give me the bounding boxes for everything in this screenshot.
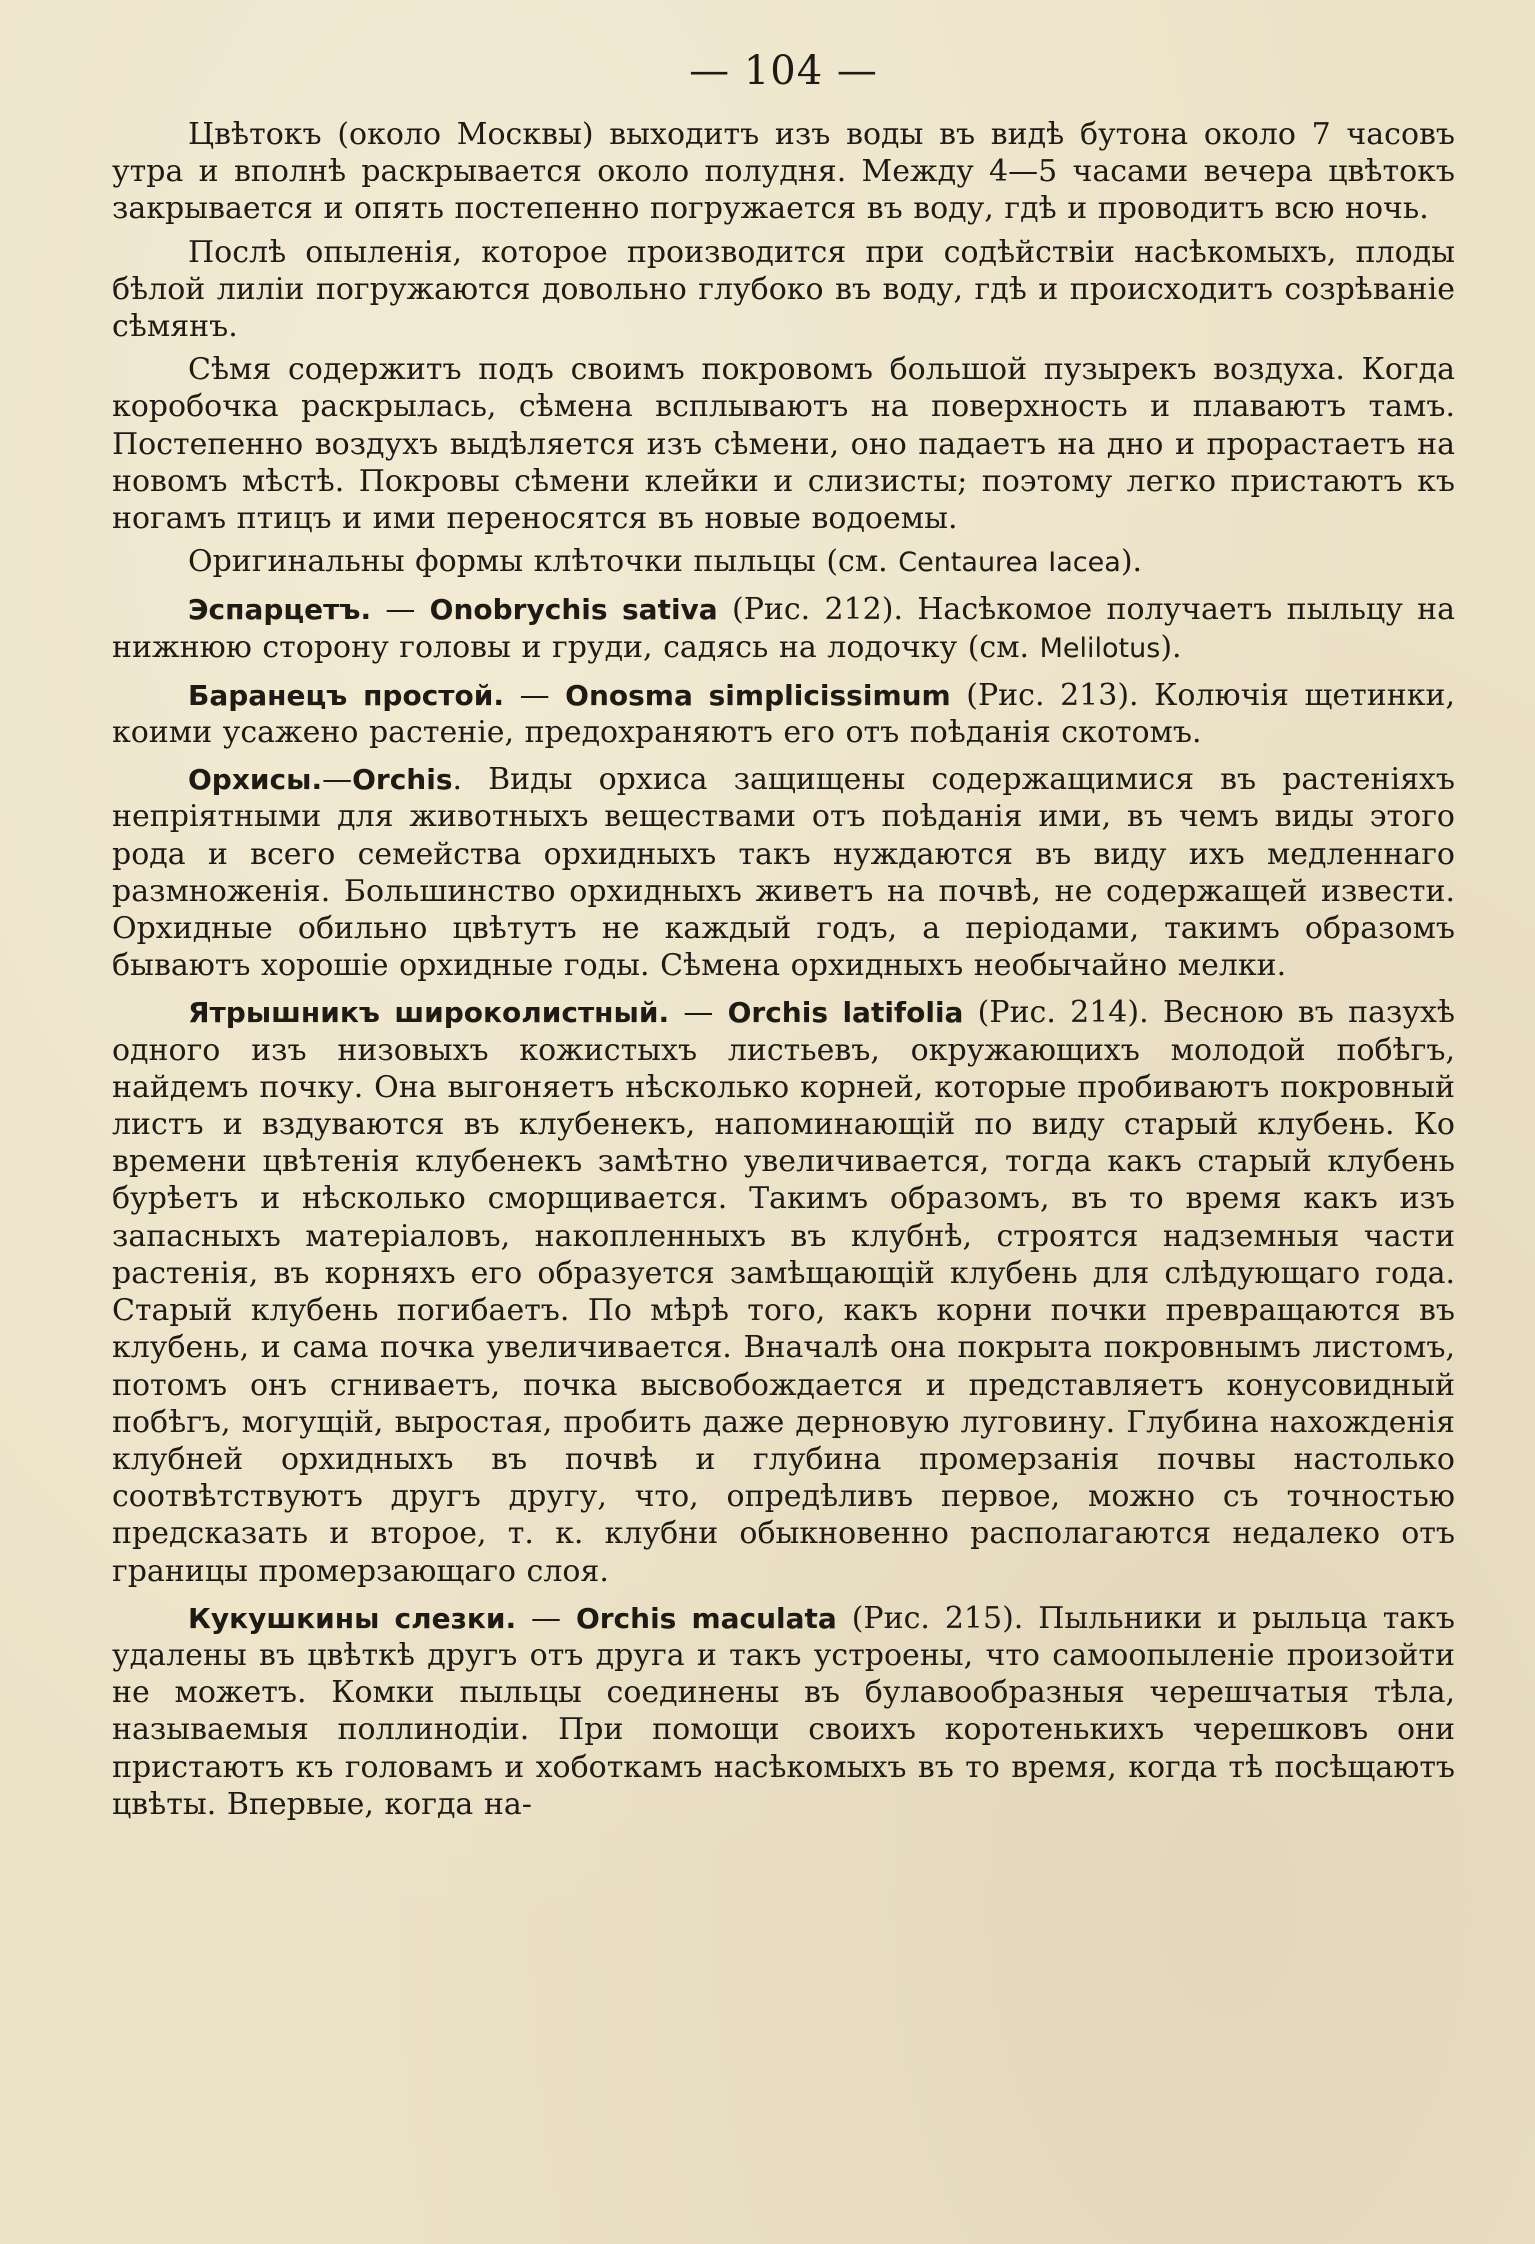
paragraph-lily-flower: Цвѣтокъ (около Москвы) выходитъ изъ воды въ видѣ бутона около 7 часовъ утра и вполнѣ раскрывается около полудня. Между 4—5 часами вечера цвѣтокъ закрывается и опять постепенно погружается въ воду, гдѣ и проводитъ всю ночь.	[112, 117, 1455, 227]
entry-term: Кукушкины слезки.	[188, 1601, 517, 1635]
latin-name: Centaurea Iacea	[898, 547, 1121, 579]
entry-text: (Рис. 214). Весною въ пазухѣ одного изъ низовыхъ кожистыхъ листьевъ, окружающихъ молодой побѣгъ, найдемъ почку. Она выгоняетъ нѣсколько корней, которые пробиваютъ покровный листъ и вздуваются въ клубенекъ, напоминающій по виду старый клубень. Ко времени цвѣтенія клубенекъ замѣтно увеличивается, тогда какъ старый клубень бурѣетъ и нѣсколько сморщивается. Такимъ образомъ, въ то время какъ изъ запасныхъ матеріаловъ, накопленныхъ въ клубнѣ, строятся надземныя части растенія, въ корняхъ его образуется замѣщающій клубень для слѣдующаго года. Старый клубень погибаетъ. По мѣрѣ того, какъ корни почки превращаются въ клубень, и сама почка увеличивается. Вначалѣ она покрыта покровнымъ листомъ, потомъ онъ сгниваетъ, почка высвобождается и представляетъ конусовидный побѣгъ, могущій, выростая, пробить даже дерновую луговину. Глубина нахожденія клубней орхидныхъ въ почвѣ и глубина промерзанія почвы настолько соотвѣтствуютъ другъ другу, что, опредѣливъ первое, можно съ точностью предсказать и второе, т. к. клубни обыкновенно располагаются недалеко отъ границы промерзающаго слоя.	[112, 995, 1456, 1589]
entry-orchis	[112, 761, 1455, 984]
entry-term: Баранецъ простой.	[188, 678, 505, 712]
paragraph-lily-pollination: Послѣ опыленія, которое производится при содѣйствіи насѣкомыхъ, плоды бѣлой лиліи погружаются довольно глубоко въ воду, гдѣ и происходитъ созрѣваніе сѣмянъ.	[112, 234, 1455, 345]
text: ).	[1120, 544, 1143, 580]
entry-orchis-latifolia	[112, 994, 1455, 1589]
entry-text: (Рис. 215). Пыльники и рыльца такъ удалены въ цвѣткѣ другъ отъ друга и такъ устроены, что самоопыленіе произойти не можетъ. Комки пыльцы соединены въ булавообразныя черешчатыя тѣла, называемыя поллинодіи. При помощи своихъ коротенькихъ черешковъ они пристаютъ къ головамъ и хоботкамъ насѣкомыхъ въ то время, когда тѣ посѣщаютъ цвѣты. Впервые, когда на-	[112, 1600, 1456, 1822]
dash: —	[669, 995, 728, 1031]
latin-name: Melilotus	[1039, 632, 1161, 664]
entry-term: Орхисы.	[188, 763, 323, 797]
entry-onosma	[112, 677, 1455, 751]
text: Оригинальны формы клѣточки пыльцы (см.	[188, 544, 899, 580]
entry-term: Ятрышникъ широколистный.	[188, 996, 670, 1030]
latin-name: Onosma simplicissimum	[565, 678, 951, 712]
dash: —	[504, 677, 566, 713]
dash: —	[371, 592, 430, 628]
entry-onobrychis	[112, 591, 1455, 666]
latin-name: Orchis	[352, 763, 453, 797]
paragraph-lily-seed: Сѣмя содержитъ подъ своимъ покровомъ большой пузырекъ воздуха. Когда коробочка раскрылась, сѣмена всплываютъ на поверхность и плаваютъ тамъ. Постепенно воздухъ выдѣляется изъ сѣмени, оно падаетъ на дно и прорастаетъ на новомъ мѣстѣ. Покровы сѣмени клейки и слизисты; поэтому легко пристаютъ къ ногамъ птицъ и ими переносятся въ новые водоемы.	[112, 352, 1455, 537]
entry-text: . Виды орхиса защищены содержащимися въ растеніяхъ непріятными для животныхъ веществами отъ поѣданія ими, въ чемъ виды этого рода и всего семейства орхидныхъ такъ нуждаются въ виду ихъ медленнаго размноженія. Большинство орхидныхъ живетъ на почвѣ, не содержащей извести. Орхидные обильно цвѣтутъ не каждый годъ, а періодами, такимъ образомъ бываютъ хорошіе орхидные годы. Сѣмена орхидныхъ необычайно мелки.	[112, 762, 1455, 984]
entry-text: (Рис. 212). Насѣкомое получаетъ пыльцу на нижнюю сторону головы и груди, садясь на лодочку (см.	[112, 592, 1456, 665]
entry-orchis-maculata	[112, 1600, 1455, 1823]
dash: —	[322, 762, 353, 798]
dash: —	[516, 1600, 576, 1636]
latin-name: Onobrychis sativa	[429, 593, 718, 627]
latin-name: Orchis maculata	[575, 1601, 837, 1635]
page-number: — 104 —	[689, 48, 878, 94]
entry-term: Эспарцетъ.	[188, 593, 372, 627]
text: ).	[1160, 629, 1182, 665]
entry-text: (Рис. 213). Колючія щетинки, коими усажено растеніе, предохраняютъ его отъ поѣданія скотомъ.	[112, 677, 1456, 751]
paragraph-pollen-forms	[112, 543, 1455, 581]
latin-name: Orchis latifolia	[727, 996, 964, 1030]
